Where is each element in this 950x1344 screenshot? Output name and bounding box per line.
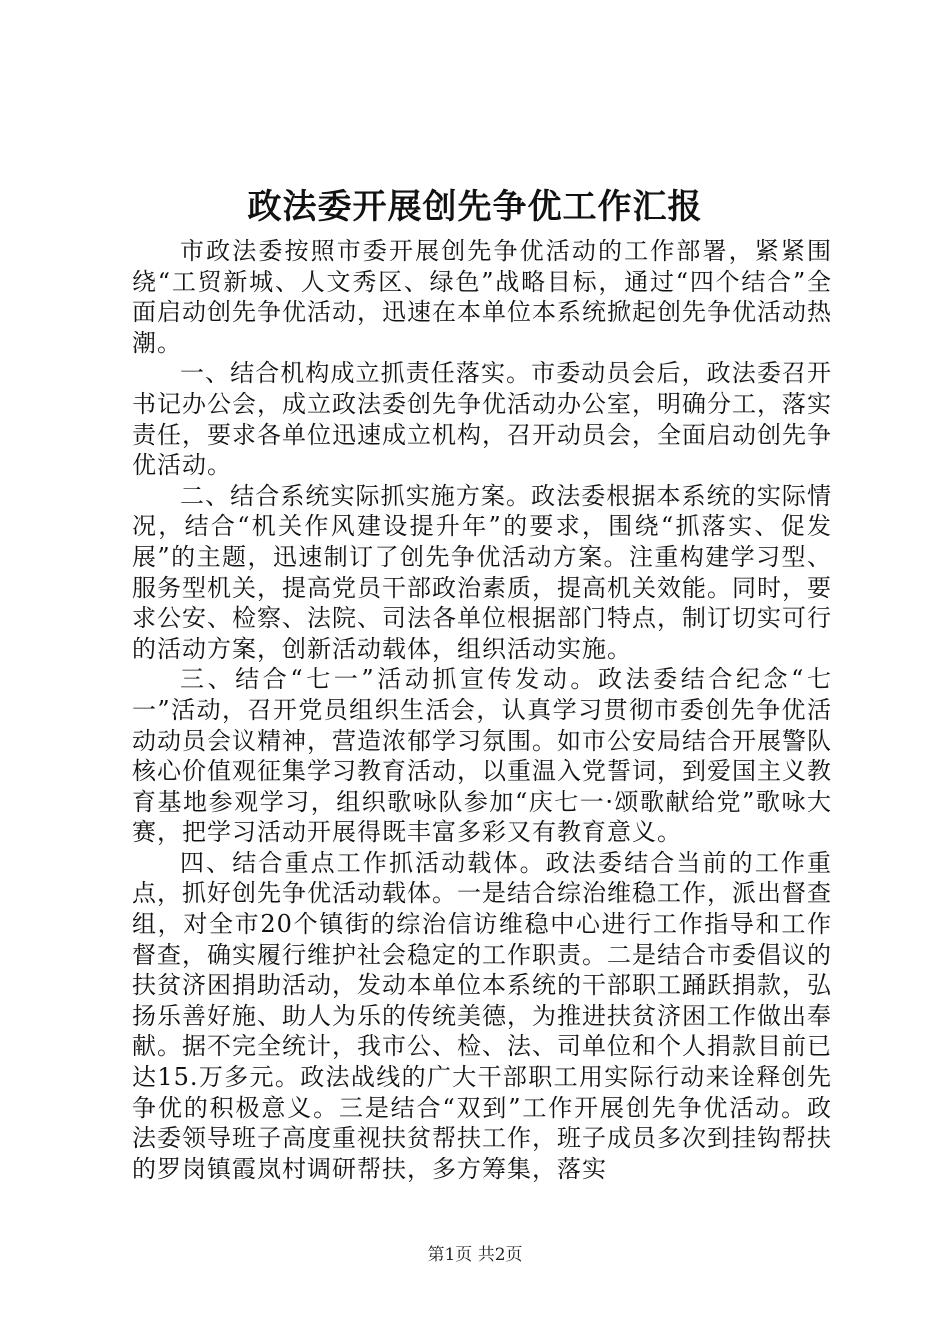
- paragraph-section-4: 四、结合重点工作抓活动载体。政法委结合当前的工作重点，抓好创先争优活动载体。一是结合综治维稳工作，派出督查组，对全市20个镇街的综治信访维稳中心进行工作指导和工作督查，确实履行维护社会稳定的工作职责。二是结合市委倡议的扶贫济困捐助活动，发动本单位本系统的干部职工踊跃捐款，弘扬乐善好施、助人为乐的传统美德，为推进扶贫济困工作做出奉献。据不完全统计，我市公、检、法、司单位和个人捐款目前已达15.万多元。政法战线的广大干部职工用实际行动来诠释创先争优的积极意义。三是结合“双到”工作开展创先争优活动。政法委领导班子高度重视扶贫帮扶工作，班子成员多次到挂钩帮扶的罗岗镇霞岚村调研帮扶，多方筹集，落实: [132, 848, 832, 1183]
- document-title: 政法委开展创先争优工作汇报: [247, 187, 703, 227]
- document-body: [132, 236, 832, 1184]
- paragraph-intro: 市政法委按照市委开展创先争优活动的工作部署，紧紧围绕“工贸新城、人文秀区、绿色”战略目标，通过“四个结合”全面启动创先争优活动，迅速在本单位本系统掀起创先争优活动热潮。: [132, 237, 832, 357]
- paragraph-section-1: 一、结合机构成立抓责任落实。市委动员会后，政法委召开书记办公会，成立政法委创先争优活动办公室，明确分工，落实责任，要求各单位迅速成立机构，召开动员会，全面启动创先争优活动。: [132, 359, 832, 480]
- page-number-footer: 第1页 共2页: [427, 1245, 523, 1265]
- paragraph-section-3: 三、结合“七一”活动抓宣传发动。政法委结合纪念“七一”活动，召开党员组织生活会，认真学习贯彻市委创先争优活动动员会议精神，营造浓郁学习氛围。如市公安局结合开展警队核心价值观征集学习教育活动，以重温入党誓词，到爱国主义教育基地参观学习，组织歌咏队参加“庆七一·颂歌献给党”歌咏大赛，把学习活动开展得既丰富多彩又有教育意义。: [132, 665, 832, 847]
- paragraph-section-2: 二、结合系统实际抓实施方案。政法委根据本系统的实际情况，结合“机关作风建设提升年”的要求，围绕“抓落实、促发展”的主题，迅速制订了创先争优活动方案。注重构建学习型、服务型机关，提高党员干部政治素质，提高机关效能。同时，要求公安、检察、法院、司法各单位根据部门特点，制订切实可行的活动方案，创新活动载体，组织活动实施。: [132, 481, 832, 663]
